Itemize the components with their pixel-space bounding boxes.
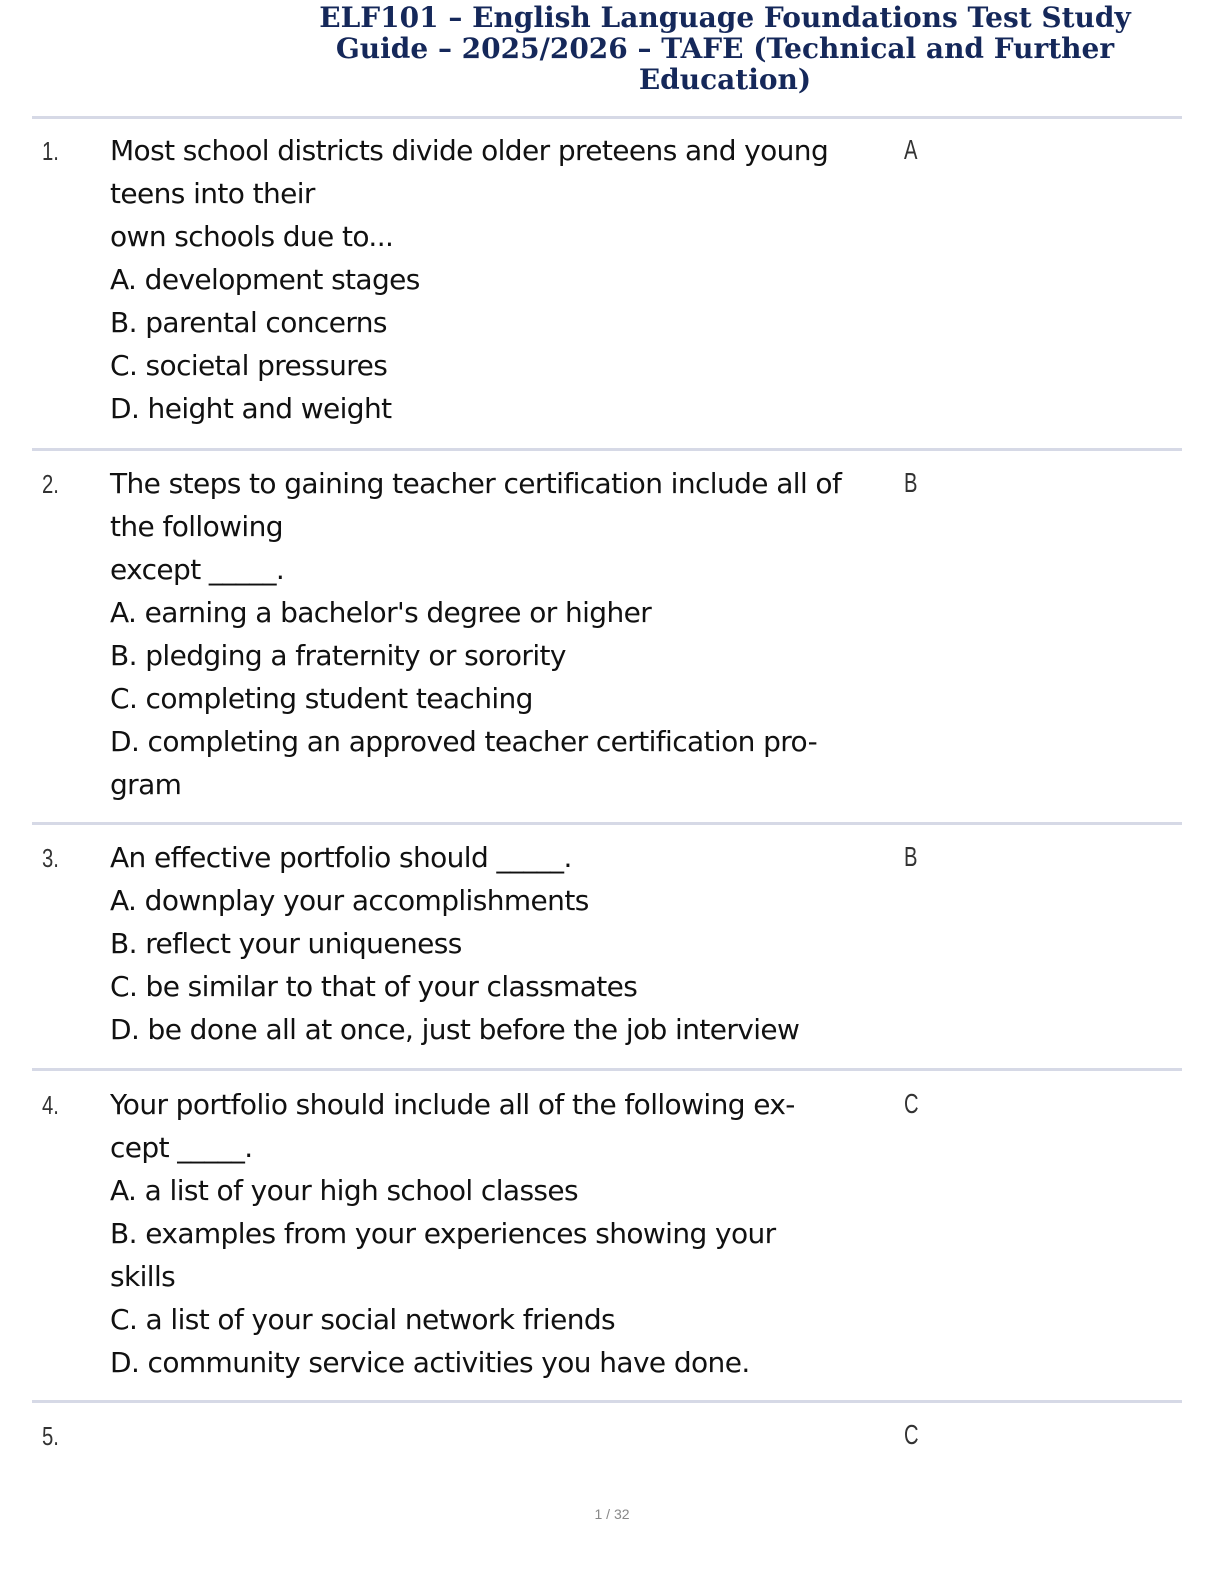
option-a: A. a list of your high school classes [110,1174,579,1207]
question-line: Most school districts divide older preteens and young [110,134,829,167]
document-title [290,2,1160,95]
option-c: C. be similar to that of your classmates [110,970,638,1003]
answer-key: A [904,134,918,165]
option-c: C. completing student teaching [110,682,533,715]
option-d: D. be done all at once, just before the job interview [110,1013,800,1046]
option-b: B. reflect your uniqueness [110,927,462,960]
question-line: except _____. [110,553,285,586]
option-b: B. pledging a fraternity or sorority [110,639,566,672]
question-text [110,1083,910,1384]
option-a: A. downplay your accomplishments [110,884,589,917]
option-d-continued: gram [110,768,182,801]
option-d: D. completing an approved teacher certification pro- [110,725,818,758]
option-d: D. height and weight [110,392,392,425]
question-number: 4. [42,1090,59,1120]
question-number: 2. [42,469,59,499]
page-indicator: 1 / 32 [594,1506,630,1522]
divider [32,448,1182,451]
option-a: A. development stages [110,263,420,296]
divider [32,1068,1182,1071]
question-text [110,836,910,1051]
option-c: C. societal pressures [110,349,388,382]
question-text [110,129,910,430]
question-line: Your portfolio should include all of the following ex- [110,1088,795,1121]
question-number: 3. [42,843,59,873]
title-line-3: Education) [638,63,812,96]
question-line: An effective portfolio should _____. [110,841,572,874]
option-b-continued: skills [110,1260,176,1293]
question-text [110,462,910,806]
question-number: 5. [42,1421,59,1451]
divider [32,1400,1182,1403]
option-c: C. a list of your social network friends [110,1303,616,1336]
title-line-1: ELF101 – English Language Foundations Test Study [319,1,1131,34]
answer-key: C [904,1088,919,1119]
answer-key: C [904,1419,919,1450]
option-b: B. parental concerns [110,306,387,339]
title-line-2: Guide – 2025/2026 – TAFE (Technical and Further [335,32,1115,65]
question-line: own schools due to... [110,220,394,253]
question-line: The steps to gaining teacher certification include all of [110,467,842,500]
question-number: 1. [42,136,59,166]
answer-key: B [904,841,918,872]
answer-key: B [904,467,918,498]
question-line: the following [110,510,283,543]
question-line: teens into their [110,177,315,210]
option-d: D. community service activities you have done. [110,1346,750,1379]
question-line: cept _____. [110,1131,253,1164]
divider [32,822,1182,825]
divider [32,116,1182,119]
option-a: A. earning a bachelor's degree or higher [110,596,652,629]
option-b: B. examples from your experiences showing your [110,1217,776,1250]
